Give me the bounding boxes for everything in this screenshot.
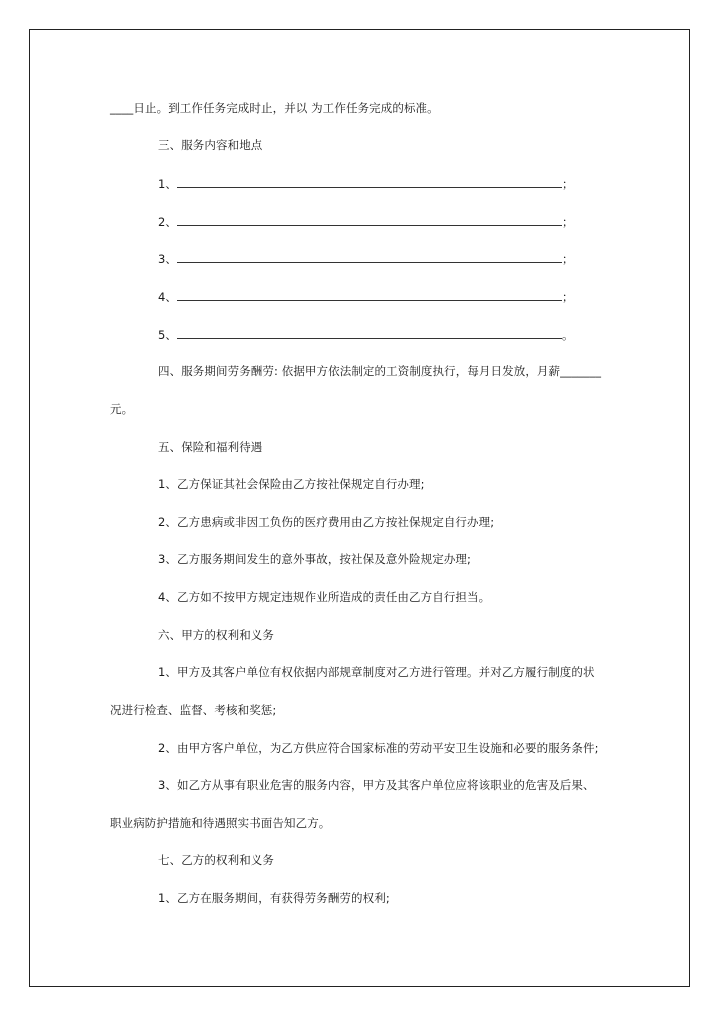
- list-item: [158, 327, 574, 342]
- item-number: 5、: [158, 328, 178, 342]
- section-5-item-4: 4、乙方如不按甲方规定违规作业所造成的责任由乙方自行担当。: [158, 590, 491, 604]
- intro-blank: ____: [110, 101, 134, 115]
- section-6-item-1-line-2: 况进行检查、监督、考核和奖惩;: [110, 703, 277, 717]
- fill-blank: [177, 289, 562, 301]
- section-4-continuation: 元。: [110, 402, 134, 416]
- list-item: [158, 176, 574, 191]
- section-5-item-1: 1、乙方保证其社会保险由乙方按社保规定自行办理;: [158, 477, 425, 491]
- fill-blank: [177, 214, 562, 226]
- section-6-item-3-line-2: 职业病防护措施和待遇照实书面告知乙方。: [110, 816, 331, 830]
- section-5-item-3: 3、乙方服务期间发生的意外事故，按社保及意外险规定办理;: [158, 552, 471, 566]
- fill-blank: [177, 251, 562, 263]
- item-end: 。: [562, 328, 574, 342]
- page-border: [29, 29, 690, 987]
- section-6-heading: 六、甲方的权利和义务: [158, 628, 274, 642]
- section-6-item-2: 2、由甲方客户单位，为乙方供应符合国家标准的劳动平安卫生设施和必要的服务条件;: [158, 741, 599, 755]
- item-number: 1、: [158, 177, 178, 191]
- list-item: [158, 251, 574, 266]
- list-item: [158, 289, 574, 304]
- section-7-heading: 七、乙方的权利和义务: [158, 853, 274, 867]
- item-end: ；: [562, 290, 574, 304]
- section-4-heading: 四、服务期间劳务酬劳: 依据甲方依法制定的工资制度执行，每月日发放，月薪_______: [158, 364, 602, 378]
- fill-blank: [177, 327, 562, 339]
- section-7-item-1: 1、乙方在服务期间，有获得劳务酬劳的权利;: [158, 891, 390, 905]
- section-5-item-2: 2、乙方患病或非因工负伤的医疗费用由乙方按社保规定自行办理;: [158, 515, 495, 529]
- item-end: ；: [562, 215, 574, 229]
- item-number: 4、: [158, 290, 178, 304]
- item-number: 3、: [158, 252, 178, 266]
- intro-line: [110, 101, 439, 115]
- section-6-item-1-line-1: 1、甲方及其客户单位有权依据内部规章制度对乙方进行管理。并对乙方履行制度的状: [158, 665, 595, 679]
- section-6-item-3-line-1: 3、如乙方从事有职业危害的服务内容，甲方及其客户单位应将该职业的危害及后果、: [158, 778, 595, 792]
- fill-blank: [177, 176, 562, 188]
- section-5-heading: 五、保险和福利待遇: [158, 440, 263, 454]
- intro-text: 日止。到工作任务完成时止，并以 为工作任务完成的标准。: [133, 101, 439, 115]
- list-item: [158, 214, 574, 229]
- item-end: ；: [562, 252, 574, 266]
- item-end: ；: [562, 177, 574, 191]
- item-number: 2、: [158, 215, 178, 229]
- section-3-heading: 三、服务内容和地点: [158, 138, 263, 152]
